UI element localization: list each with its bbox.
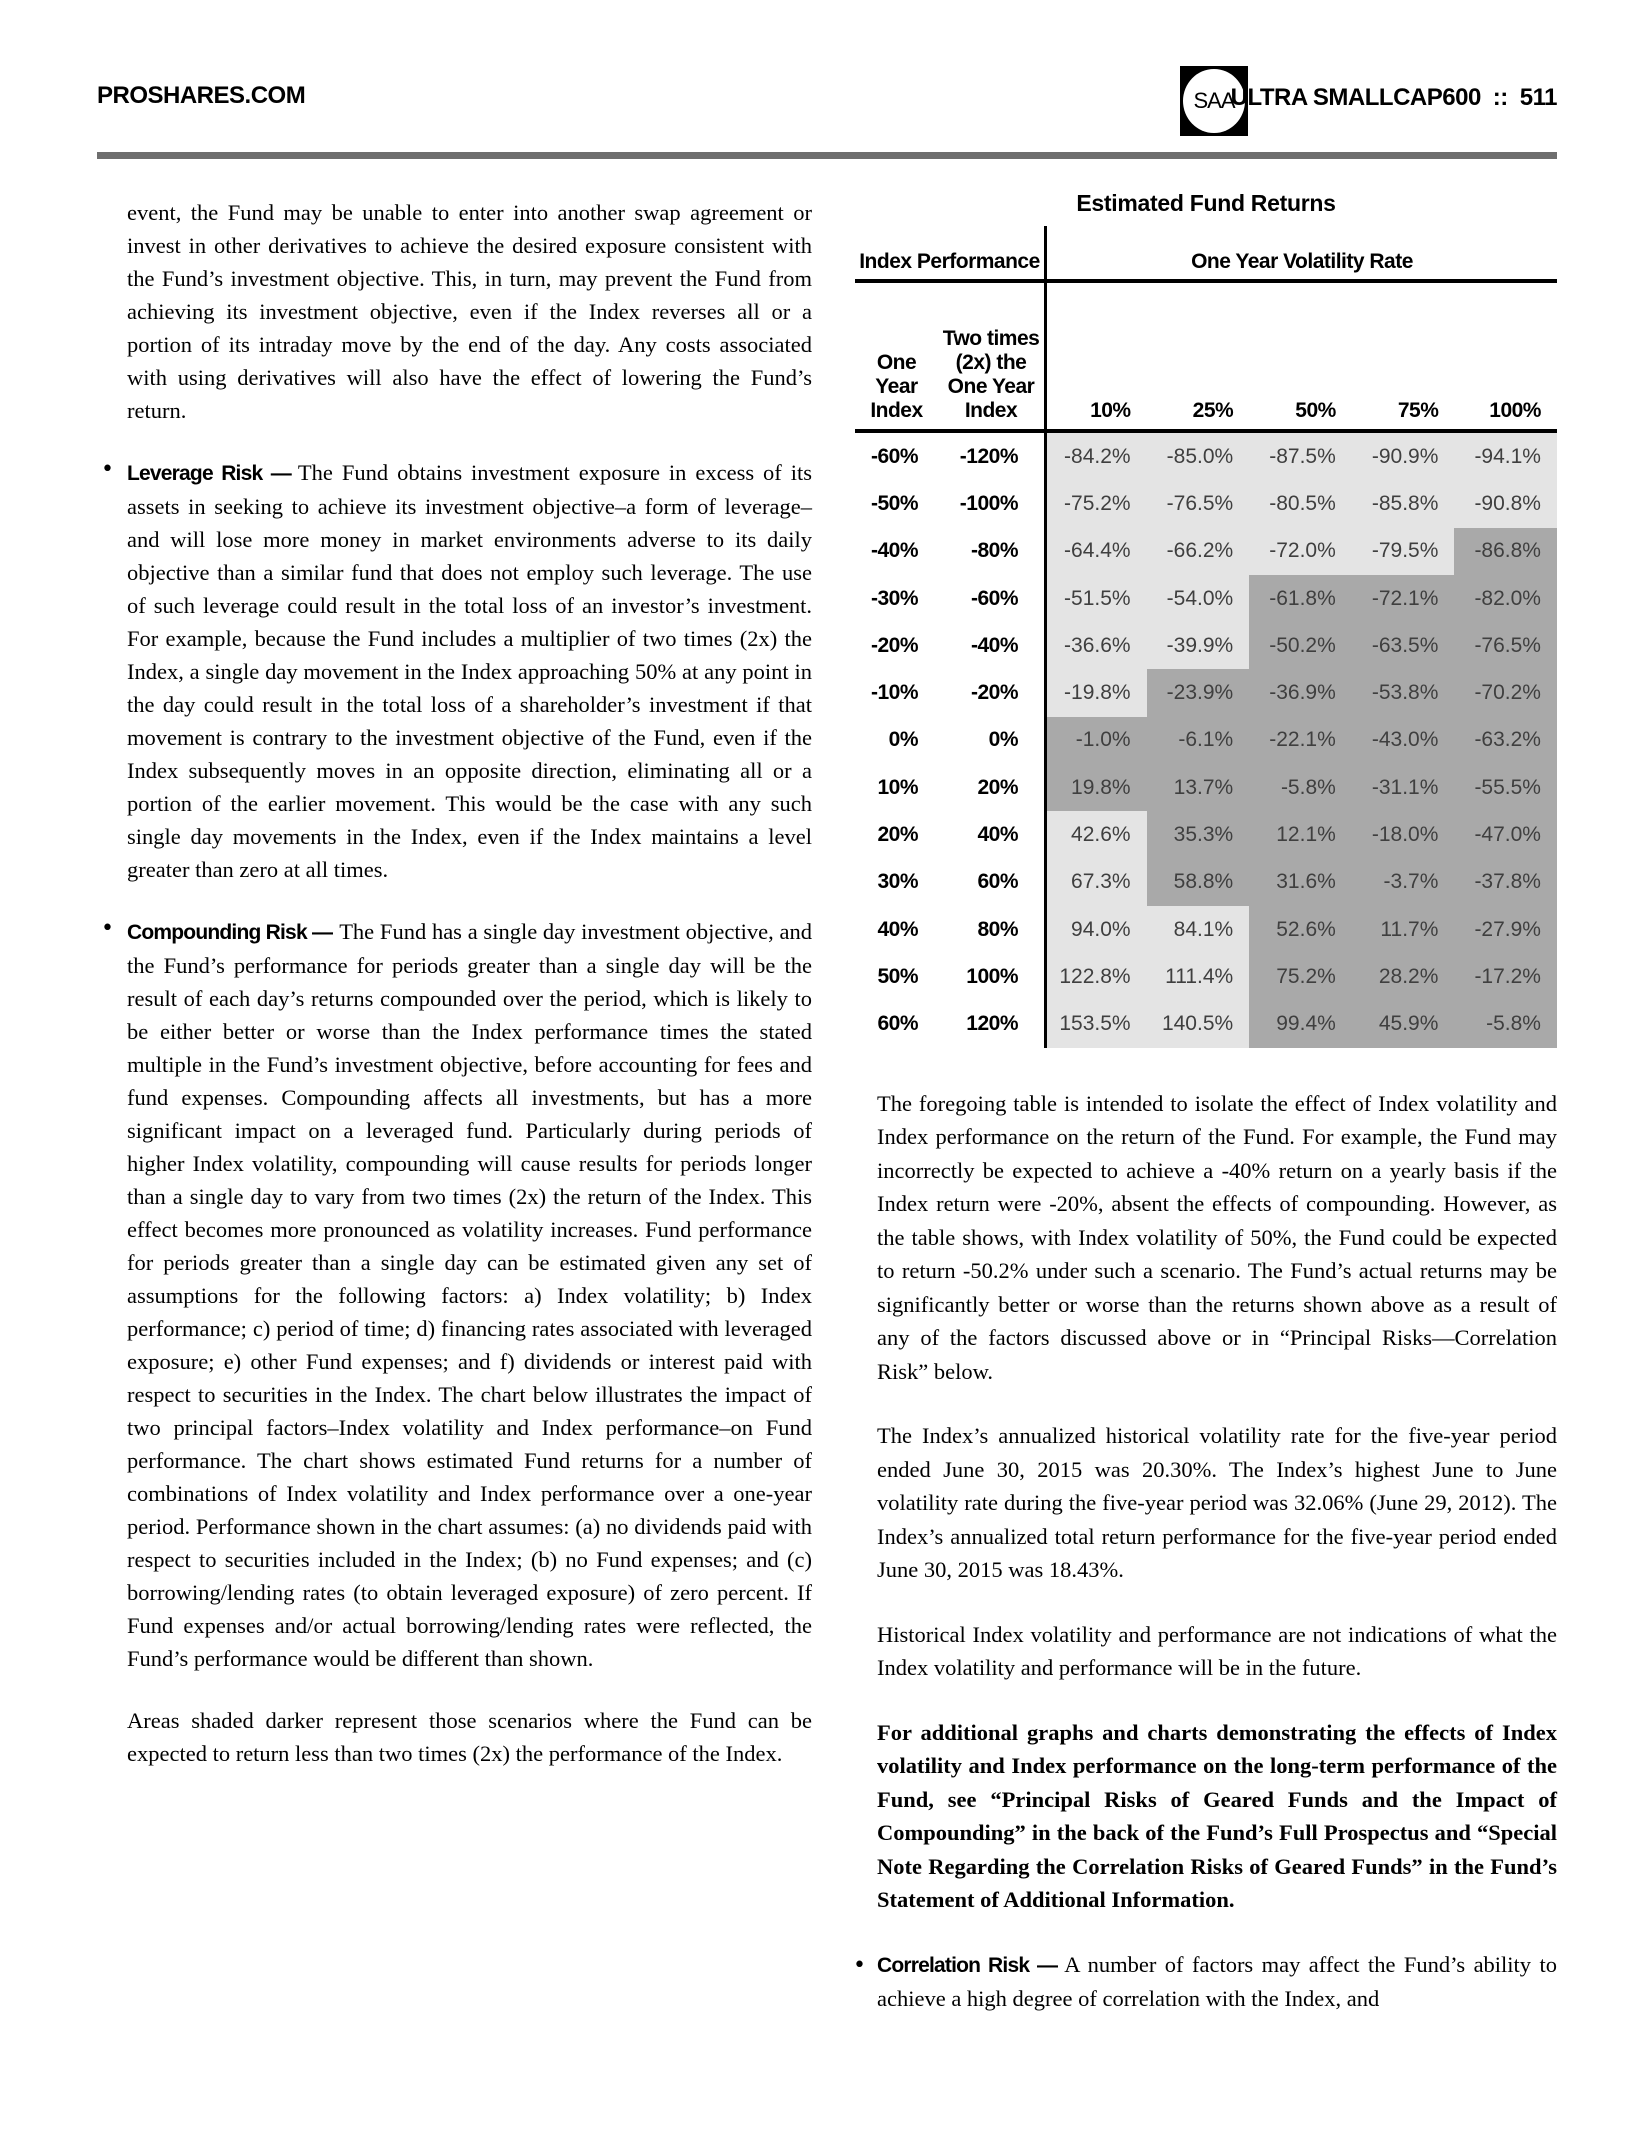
return-value-cell: -79.5% <box>1352 528 1455 575</box>
table-row <box>855 859 1557 906</box>
return-value-cell: -94.1% <box>1454 433 1557 480</box>
return-value-cell: -5.8% <box>1454 1001 1557 1048</box>
volatility-column-header: 50% <box>1249 283 1352 433</box>
return-value-cell: -50.2% <box>1249 622 1352 669</box>
compounding-risk-text: The Fund has a single day investment objective, and the Fund’s performance for periods greater than a single day will be the result of each day’s returns compounded over the period, which is likely to be either better or worse than the Index performance times the stated multiple in the Fund’s investment objective, before accounting for fees and fund expenses. Compounding affects all investments, but has a more significant impact on a leveraged fund. Particularly during periods of higher Index volatility, compounding will cause results for periods longer than a single day to vary from two times (2x) the return of the Index. This effect becomes more pronounced as volatility increases. Fund performance for periods greater than a single day can be estimated given any set of assumptions for the following factors: a) Index volatility; b) Index performance; c) period of time; d) financing rates associated with leveraged exposure; e) other Fund expenses; and f) dividends or interest paid with respect to securities in the Index. The chart below illustrates the impact of two principal factors–Index volatility and Index performance–on Fund performance. The chart shows estimated Fund returns for a number of combinations of Index volatility and Index performance over a one-year period. Performance shown in the chart assumes: (a) no dividends paid with respect to securities included in the Index; (b) no Fund expenses; and (c) borrowing/lending rates (to obtain leveraged exposure) of zero percent. If Fund expenses and/or actual borrowing/lending rates were reflected, the Fund’s performance would be different than shown. <box>127 919 813 1671</box>
return-value-cell: 11.7% <box>1352 906 1455 953</box>
two-times-cell: -20% <box>970 681 1018 705</box>
return-value-cell: -85.8% <box>1352 480 1455 527</box>
return-value-cell: 31.6% <box>1249 859 1352 906</box>
one-year-index-header: One Year Index <box>855 283 938 433</box>
right-column <box>855 190 1557 2016</box>
return-value-cell: -90.9% <box>1352 433 1455 480</box>
two-times-cell: -60% <box>970 586 1018 610</box>
return-value-cell: -6.1% <box>1147 717 1250 764</box>
estimated-returns-table <box>855 226 1557 1048</box>
leverage-risk-text: The Fund obtains investment exposure in excess of its assets in seeking to achieve its investment objective–a form of leverage–and will lose more money in market environments adverse to its daily objective than a similar fund that does not employ such leverage. The use of such leverage could result in the total loss of an investor’s investment. For example, because the Fund includes a multiplier of two times (2x) the Index, a single day movement in the Index approaching 50% at any point in the day could result in the total loss of a shareholder’s investment if that movement is contrary to the investment objective of the Fund, even if the Index subsequently moves in an opposite direction, eliminating all or a portion of the earlier movement. This would be the case with any such single day movements in the Index, even if the Index maintains a level greater than zero at all times. <box>127 460 812 882</box>
bullet-icon: • <box>853 1952 866 1978</box>
fund-header <box>1231 84 1557 112</box>
return-value-cell: 35.3% <box>1147 811 1250 858</box>
correlation-risk-label: Correlation Risk — <box>877 1953 1058 1977</box>
return-value-cell: -36.9% <box>1249 669 1352 716</box>
return-value-cell: -72.1% <box>1352 575 1455 622</box>
header-divider <box>97 152 1557 159</box>
index-cell: 10% <box>877 775 918 799</box>
left-column <box>100 196 812 1770</box>
shading-note-paragraph: Areas shaded darker represent those scenarios where the Fund can be expected to return less than two times (2x) the performance of the Index. <box>127 1708 812 1766</box>
table-row <box>855 528 1557 575</box>
compounding-risk-bullet <box>101 915 813 1770</box>
two-times-cell: 60% <box>977 870 1018 894</box>
return-value-cell: 75.2% <box>1249 953 1352 1000</box>
return-value-cell: -75.2% <box>1044 480 1147 527</box>
return-value-cell: -19.8% <box>1044 669 1147 716</box>
return-value-cell: 122.8% <box>1044 953 1147 1000</box>
return-value-cell: -36.6% <box>1044 622 1147 669</box>
leverage-risk-label: Leverage Risk — <box>127 462 291 485</box>
return-value-cell: -17.2% <box>1454 953 1557 1000</box>
fund-name: ULTRA SMALLCAP600 <box>1230 84 1481 111</box>
index-cell: 50% <box>877 964 918 988</box>
return-value-cell: -23.9% <box>1147 669 1250 716</box>
return-value-cell: 67.3% <box>1044 859 1147 906</box>
two-times-cell: -120% <box>959 444 1018 468</box>
return-value-cell: -27.9% <box>1454 906 1557 953</box>
bullet-icon: • <box>101 916 114 941</box>
additional-graphs-paragraph: For additional graphs and charts demonstrating the effects of Index volatility and Index performance on the long-term performance of the Fund, see “Principal Risks of Geared Funds and the Impact of Compounding” in the back of the Fund’s Full Prospectus and “Special Note Regarding the Correlation Risks of Geared Funds” in the Fund’s Statement of Additional Information. <box>877 1719 1557 1913</box>
table-row <box>855 669 1557 716</box>
volatility-column-header: 75% <box>1352 283 1455 433</box>
two-times-cell: -100% <box>959 491 1018 515</box>
return-value-cell: -63.2% <box>1454 717 1557 764</box>
return-value-cell: -85.0% <box>1147 433 1250 480</box>
return-value-cell: -18.0% <box>1352 811 1455 858</box>
return-value-cell: -80.5% <box>1249 480 1352 527</box>
return-value-cell: 99.4% <box>1249 1001 1352 1048</box>
volatility-group-header: One Year Volatility Rate <box>1044 226 1557 283</box>
volatility-column-header: 25% <box>1147 283 1250 433</box>
return-value-cell: -37.8% <box>1454 859 1557 906</box>
two-times-cell: 40% <box>977 823 1018 847</box>
return-value-cell: 140.5% <box>1147 1001 1250 1048</box>
return-value-cell: -76.5% <box>1147 480 1250 527</box>
return-value-cell: -31.1% <box>1352 764 1455 811</box>
return-value-cell: 28.2% <box>1352 953 1455 1000</box>
table-row <box>855 717 1557 764</box>
return-value-cell: -72.0% <box>1249 528 1352 575</box>
index-cell: 20% <box>877 823 918 847</box>
return-value-cell: -82.0% <box>1454 575 1557 622</box>
return-value-cell: -63.5% <box>1352 622 1455 669</box>
return-value-cell: -90.8% <box>1454 480 1557 527</box>
return-value-cell: 13.7% <box>1147 764 1250 811</box>
table-row <box>855 953 1557 1000</box>
return-value-cell: -47.0% <box>1454 811 1557 858</box>
leverage-risk-bullet <box>101 456 812 886</box>
return-value-cell: -61.8% <box>1249 575 1352 622</box>
return-value-cell: -39.9% <box>1147 622 1250 669</box>
return-value-cell: 19.8% <box>1044 764 1147 811</box>
return-value-cell: 111.4% <box>1147 953 1250 1000</box>
foregoing-table-paragraph: The foregoing table is intended to isolate the effect of Index volatility and Index performance on the return of the Fund. For example, the Fund may incorrectly be expected to achieve a -40% return on a yearly basis if the Index return were -20%, absent the effects of compounding. However, as the table shows, with Index volatility of 50%, the Fund could be expected to return -50.2% under such a scenario. The Fund’s actual returns may be significantly better or worse than the returns shown above as a result of any of the factors discussed above or in “Principal Risks—Correlation Risk” below. <box>877 1090 1557 1384</box>
index-cell: -20% <box>870 633 918 657</box>
historical-volatility-paragraph: The Index’s annualized historical volatility rate for the five-year period ended June 30, 2015 was 20.30%. The Index’s highest June to June volatility rate during the five-year period was 32.06% (June 29, 2012). The Index’s annualized total return performance for the five-year period ended June 30, 2015 was 18.43%. <box>877 1423 1557 1583</box>
table-row <box>855 575 1557 622</box>
bullet-icon: • <box>101 457 114 482</box>
index-cell: -40% <box>870 539 918 563</box>
two-times-cell: 100% <box>966 964 1018 988</box>
table-row <box>855 480 1557 527</box>
return-value-cell: -51.5% <box>1044 575 1147 622</box>
no-indication-paragraph: Historical Index volatility and performance are not indications of what the Index volatility and performance will be in the future. <box>877 1621 1557 1681</box>
table-row <box>855 811 1557 858</box>
continuation-paragraph: event, the Fund may be unable to enter into another swap agreement or invest in other derivatives to achieve the desired exposure consistent with the Fund’s investment objective. This, in turn, may prevent the Fund from achieving its investment objective, even if the Index reverses all or a portion of its intraday move by the end of the day. Any costs associated with using derivatives will also have the effect of lowering the Fund’s return. <box>127 200 812 423</box>
volatility-column-header: 10% <box>1044 283 1147 433</box>
table-row <box>855 764 1557 811</box>
two-times-cell: -40% <box>970 633 1018 657</box>
table-row <box>855 622 1557 669</box>
correlation-risk-bullet <box>853 1948 1557 2016</box>
page-number: 511 <box>1519 84 1557 111</box>
table-row <box>855 906 1557 953</box>
two-times-cell: 0% <box>988 728 1018 752</box>
return-value-cell: 58.8% <box>1147 859 1250 906</box>
volatility-column-header: 100% <box>1454 283 1557 433</box>
saa-logo-text: SAA <box>1193 88 1235 113</box>
return-value-cell: -5.8% <box>1249 764 1352 811</box>
two-times-cell: -80% <box>970 539 1018 563</box>
site-name: PROSHARES.COM <box>97 82 306 109</box>
two-times-cell: 120% <box>966 1012 1018 1036</box>
table-group-header-row <box>855 226 1557 283</box>
two-times-cell: 80% <box>977 917 1018 941</box>
index-cell: 30% <box>877 870 918 894</box>
index-cell: 60% <box>877 1012 918 1036</box>
return-value-cell: -84.2% <box>1044 433 1147 480</box>
compounding-risk-paragraph <box>127 915 812 1675</box>
return-value-cell: -1.0% <box>1044 717 1147 764</box>
return-value-cell: -86.8% <box>1454 528 1557 575</box>
return-value-cell: 52.6% <box>1249 906 1352 953</box>
index-cell: -50% <box>870 491 918 515</box>
return-value-cell: 42.6% <box>1044 811 1147 858</box>
index-cell: -30% <box>870 586 918 610</box>
correlation-risk-text: A number of factors may affect the Fund’s ability to achieve a high degree of correlation with the Index, and <box>877 1951 1557 2012</box>
return-value-cell: -55.5% <box>1454 764 1557 811</box>
return-value-cell: -66.2% <box>1147 528 1250 575</box>
index-cell: 0% <box>888 728 918 752</box>
return-value-cell: 45.9% <box>1352 1001 1455 1048</box>
return-value-cell: -64.4% <box>1044 528 1147 575</box>
index-cell: 40% <box>877 917 918 941</box>
return-value-cell: 12.1% <box>1249 811 1352 858</box>
table-column-header-row <box>855 283 1557 433</box>
return-value-cell: -54.0% <box>1147 575 1250 622</box>
table-row <box>855 1001 1557 1048</box>
return-value-cell: -3.7% <box>1352 859 1455 906</box>
return-value-cell: -87.5% <box>1249 433 1352 480</box>
table-title: Estimated Fund Returns <box>1076 190 1336 216</box>
table-row <box>855 433 1557 480</box>
return-value-cell: -76.5% <box>1454 622 1557 669</box>
two-times-cell: 20% <box>977 775 1018 799</box>
compounding-risk-label: Compounding Risk — <box>127 921 333 944</box>
index-cell: -10% <box>870 681 918 705</box>
return-value-cell: -22.1% <box>1249 717 1352 764</box>
returns-table-body <box>855 433 1557 1048</box>
index-cell: -60% <box>870 444 918 468</box>
leverage-risk-paragraph <box>127 456 812 886</box>
return-value-cell: 94.0% <box>1044 906 1147 953</box>
index-performance-group-header: Index Performance <box>855 226 1044 283</box>
fund-page-separator: :: <box>1492 84 1508 111</box>
two-times-index-header: Two times (2x) the One Year Index <box>938 283 1044 433</box>
return-value-cell: -53.8% <box>1352 669 1455 716</box>
return-value-cell: -43.0% <box>1352 717 1455 764</box>
return-value-cell: 153.5% <box>1044 1001 1147 1048</box>
return-value-cell: -70.2% <box>1454 669 1557 716</box>
return-value-cell: 84.1% <box>1147 906 1250 953</box>
